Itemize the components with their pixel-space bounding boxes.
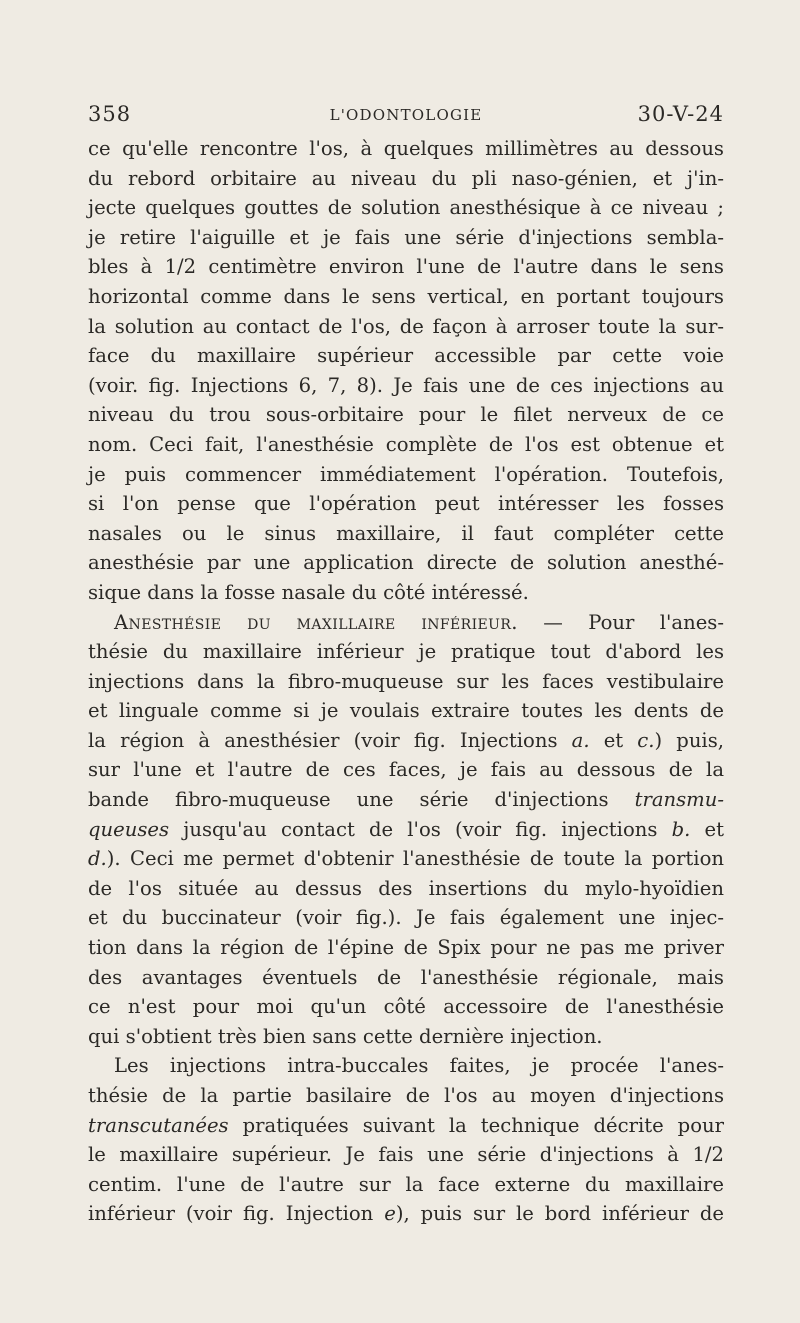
text-line: je puis commencer immédiatement l'opération. Toutefois, (88, 462, 724, 486)
italic-term: transmu- (634, 788, 724, 812)
text-line: de l'os située au dessus des insertions du mylo-hyoïdien (88, 876, 724, 900)
italic-term: transcutanées (88, 1113, 229, 1137)
text-line: si l'on pense que l'opération peut intéresser les fosses (88, 492, 724, 516)
text-line: (voir. fig. Injections 6, 7, 8). Je fais une de ces injections au (88, 373, 724, 397)
figure-ref: e (384, 1202, 396, 1226)
text-fragment: — Pour l'anes- (517, 610, 724, 634)
text-fragment: pratiquées suivant la technique décrite pour (228, 1113, 724, 1137)
text-line: nom. Ceci fait, l'anesthésie complète de l'os est obtenue et (88, 432, 724, 456)
figure-ref: b. (671, 817, 691, 841)
text-fragment: la région à anesthésier (voir fig. Injections (88, 728, 572, 752)
text-line (88, 844, 724, 874)
text-fragment: ). Ceci me permet d'obtenir l'anesthésie de toute la portion (106, 847, 724, 871)
text-line: des avantages éventuels de l'anesthésie régionale, mais (88, 965, 724, 989)
page-number: 358 (88, 102, 132, 126)
text-line: anesthésie par une application directe de solution anesthé- (88, 551, 724, 575)
text-line: thésie du maxillaire inférieur je pratique tout d'abord les (88, 640, 724, 664)
text-line: je retire l'aiguille et je fais une série d'injections sembla- (88, 225, 724, 249)
text-line: centim. l'une de l'autre sur la face externe du maxillaire (88, 1172, 724, 1196)
section-heading-line (88, 608, 724, 638)
text-line: ce n'est pour moi qu'un côté accessoire de l'anesthésie (88, 995, 724, 1019)
text-line: le maxillaire supérieur. Je fais une série d'injections à 1/2 (88, 1143, 724, 1167)
text-line (88, 726, 724, 756)
text-line: niveau du trou sous-orbitaire pour le filet nerveux de ce (88, 403, 724, 427)
text-line: jecte quelques gouttes de solution anesthésique à ce niveau ; (88, 196, 724, 220)
text-fragment: et (690, 817, 724, 841)
text-line: injections dans la fibro-muqueuse sur les faces vestibulaire (88, 669, 724, 693)
text-fragment: et (589, 728, 638, 752)
text-line (88, 1199, 724, 1229)
text-fragment: jusqu'au contact de l'os (voir fig. injections (169, 817, 672, 841)
italic-term: queuses (88, 817, 170, 841)
text-line: nasales ou le sinus maxillaire, il faut compléter cette (88, 521, 724, 545)
text-line: Les injections intra-buccales faites, je procée l'anes- (114, 1054, 724, 1078)
text-line: sur l'une et l'autre de ces faces, je fais au dessous de la (88, 758, 724, 782)
text-fragment: inférieur (voir fig. Injection (88, 1202, 385, 1226)
text-line: et du buccinateur (voir fig.). Je fais également une injec- (88, 906, 724, 930)
text-line: sique dans la fosse nasale du côté intéressé. (88, 580, 529, 604)
text-line: la solution au contact de l'os, de façon à arroser toute la sur- (88, 314, 724, 338)
text-line: et linguale comme si je voulais extraire toutes les dents de (88, 699, 724, 723)
text-line: qui s'obtient très bien sans cette dernière injection. (88, 1024, 603, 1048)
running-header (88, 100, 724, 130)
text-fragment: bande fibro-muqueuse une série d'injections (88, 788, 635, 812)
text-line: horizontal comme dans le sens vertical, en portant toujours (88, 284, 724, 308)
text-line: du rebord orbitaire au niveau du pli naso-génien, et j'in- (88, 166, 724, 190)
text-fragment: ), puis sur le bord inférieur de (395, 1202, 724, 1226)
figure-ref: a. (571, 728, 590, 752)
text-line: face du maxillaire supérieur accessible par cette voie (88, 344, 724, 368)
text-line (88, 785, 724, 815)
issue-date: 30-V-24 (637, 102, 724, 126)
journal-title: L'ODONTOLOGIE (329, 106, 483, 124)
text-line: thésie de la partie basilaire de l'os au moyen d'injections (88, 1084, 724, 1107)
body-text (88, 134, 724, 1229)
figure-ref: c. (637, 728, 655, 752)
text-line: ce qu'elle rencontre l'os, à quelques millimètres au dessous (88, 137, 724, 160)
text-line (88, 1111, 724, 1141)
section-heading: Anesthésie du maxillaire inférieur. (114, 610, 518, 634)
text-line: tion dans la région de l'épine de Spix pour ne pas me priver (88, 936, 724, 960)
text-line (88, 815, 724, 845)
text-fragment: ) puis, (654, 728, 724, 752)
text-line: bles à 1/2 centimètre environ l'une de l'autre dans le sens (88, 255, 724, 279)
figure-ref: d. (88, 847, 107, 871)
